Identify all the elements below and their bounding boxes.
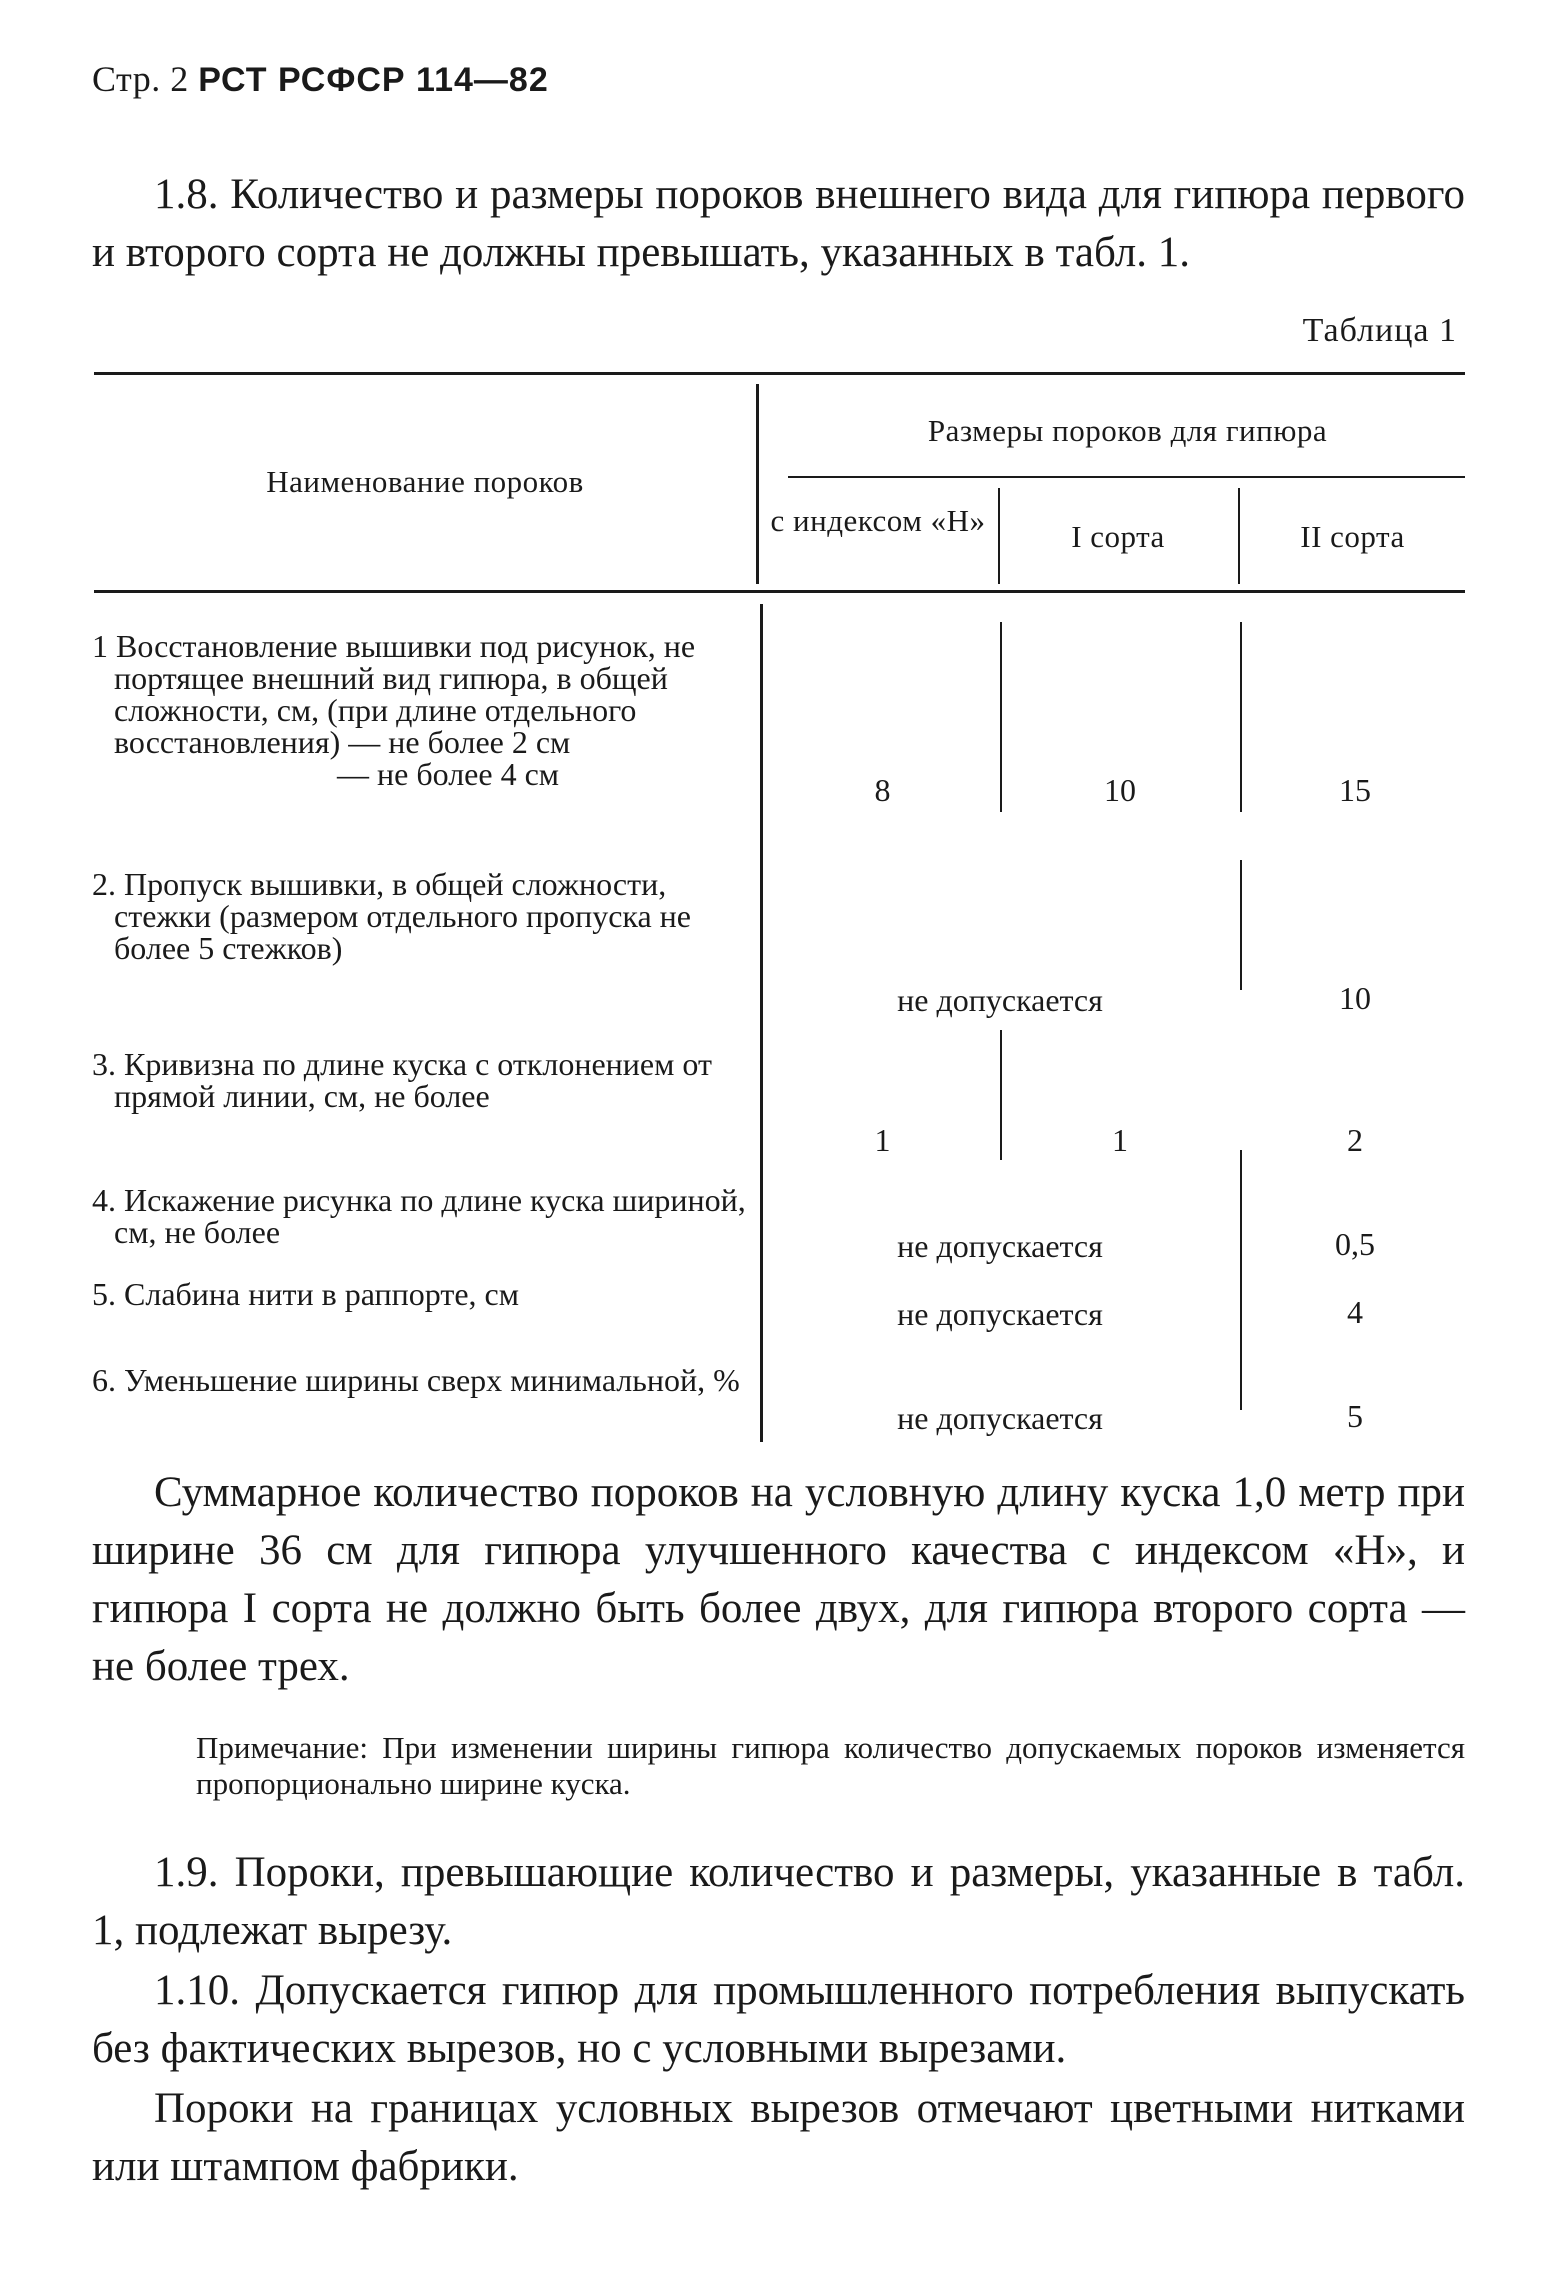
paragraph-1-9: 1.9. Пороки, превышающие количество и размеры, указанные в табл. 1, подлежат вырезу. xyxy=(92,1849,1465,1954)
standard-code: РСТ РСФСР 114—82 xyxy=(198,61,549,99)
row-6-name: 6. Уменьшение ширины сверх минимальной, % xyxy=(92,1362,740,1398)
row-4-name: 4. Искажение рисунка по длине куска шириной, см, не более xyxy=(92,1182,746,1250)
row-4-s2: 0,5 xyxy=(1335,1226,1375,1262)
row1-divider-12 xyxy=(1240,622,1242,812)
col-divider-body xyxy=(760,604,763,1442)
table-row xyxy=(92,630,732,790)
col-2-header: II сорта xyxy=(1300,519,1405,554)
row-2-merged: не допускается xyxy=(897,982,1103,1018)
row-1-s2: 15 xyxy=(1339,772,1371,808)
col-h-header: с индексом «Н» xyxy=(770,503,986,538)
table-row xyxy=(92,1278,754,1310)
col-group-header: Размеры пороков для гипюра xyxy=(927,413,1328,448)
table-row xyxy=(92,1048,754,1112)
intro-paragraph: 1.8. Количество и размеры пороков внешнего вида для гипюра первого и второго сорта не должны превышать, указанных в табл. 1. xyxy=(92,171,1465,276)
row-3-s2: 2 xyxy=(1347,1122,1363,1158)
col-divider-header xyxy=(756,384,759,584)
col-name-header: Наименование пороков xyxy=(266,464,584,499)
row-2-name: 2. Пропуск вышивки, в общей сложности, стежки (размером отдельного пропуска не более 5 стежков) xyxy=(92,866,691,966)
table-caption: Таблица 1 xyxy=(1302,312,1457,349)
col-1-header: I сорта xyxy=(1071,519,1165,554)
row2-divider xyxy=(1240,860,1242,990)
table-row xyxy=(92,868,754,964)
row-1-s1: 10 xyxy=(1104,772,1136,808)
row-2-s2: 10 xyxy=(1339,980,1371,1016)
row1-divider-h1 xyxy=(1000,622,1002,812)
paragraph-final: Пороки на границах условных вырезов отмечают цветными нитками или штампом фабрики. xyxy=(92,2085,1465,2190)
summary-paragraph: Суммарное количество пороков на условную длину куска 1,0 метр при ширине 36 см для гипюра улучшенного качества с индексом «Н», и гипюра I сорта не должно быть более двух, для гипюра второго сорта — не более трех. xyxy=(92,1469,1465,1690)
row-6-s2: 5 xyxy=(1347,1398,1363,1434)
row-5-name: 5. Слабина нити в раппорте, см xyxy=(92,1276,519,1312)
row-3-s1: 1 xyxy=(1112,1122,1128,1158)
row-1-name-extra: — не более 4 см xyxy=(337,756,560,792)
row-3-name: 3. Кривизна по длине куска с отклонением от прямой линии, см, не более xyxy=(92,1046,712,1114)
row-1-h: 8 xyxy=(874,772,891,808)
row-6-merged: не допускается xyxy=(897,1400,1103,1436)
row3-divider-h1 xyxy=(1000,1030,1002,1160)
row-1-name: 1 Восстановление вышивки под рисунок, не портящее внешний вид гипюра, в общей сложности, см, (при длине отдельного восстановления) — не более 2 см xyxy=(92,628,696,760)
page-number: Стр. 2 xyxy=(92,59,189,99)
table-row xyxy=(92,1184,754,1248)
row-3-h: 1 xyxy=(874,1122,891,1158)
row-5-merged: не допускается xyxy=(897,1296,1103,1332)
table-header-rule xyxy=(94,590,1465,593)
table-row xyxy=(92,1364,754,1396)
table-group-rule xyxy=(788,476,1465,478)
row-4-merged: не допускается xyxy=(897,1228,1103,1264)
row-5-s2: 4 xyxy=(1347,1294,1363,1330)
page-header xyxy=(92,58,549,100)
paragraph-1-10: 1.10. Допускается гипюр для промышленного потребления выпускать без фактических вырезов, но с условными вырезами. xyxy=(92,1967,1465,2072)
row4-divider xyxy=(1240,1150,1242,1410)
note: Примечание: При изменении ширины гипюра количество допускаемых пороков изменяется пропорционально ширине куска. xyxy=(196,1730,1465,1801)
table-top-rule xyxy=(94,372,1465,375)
